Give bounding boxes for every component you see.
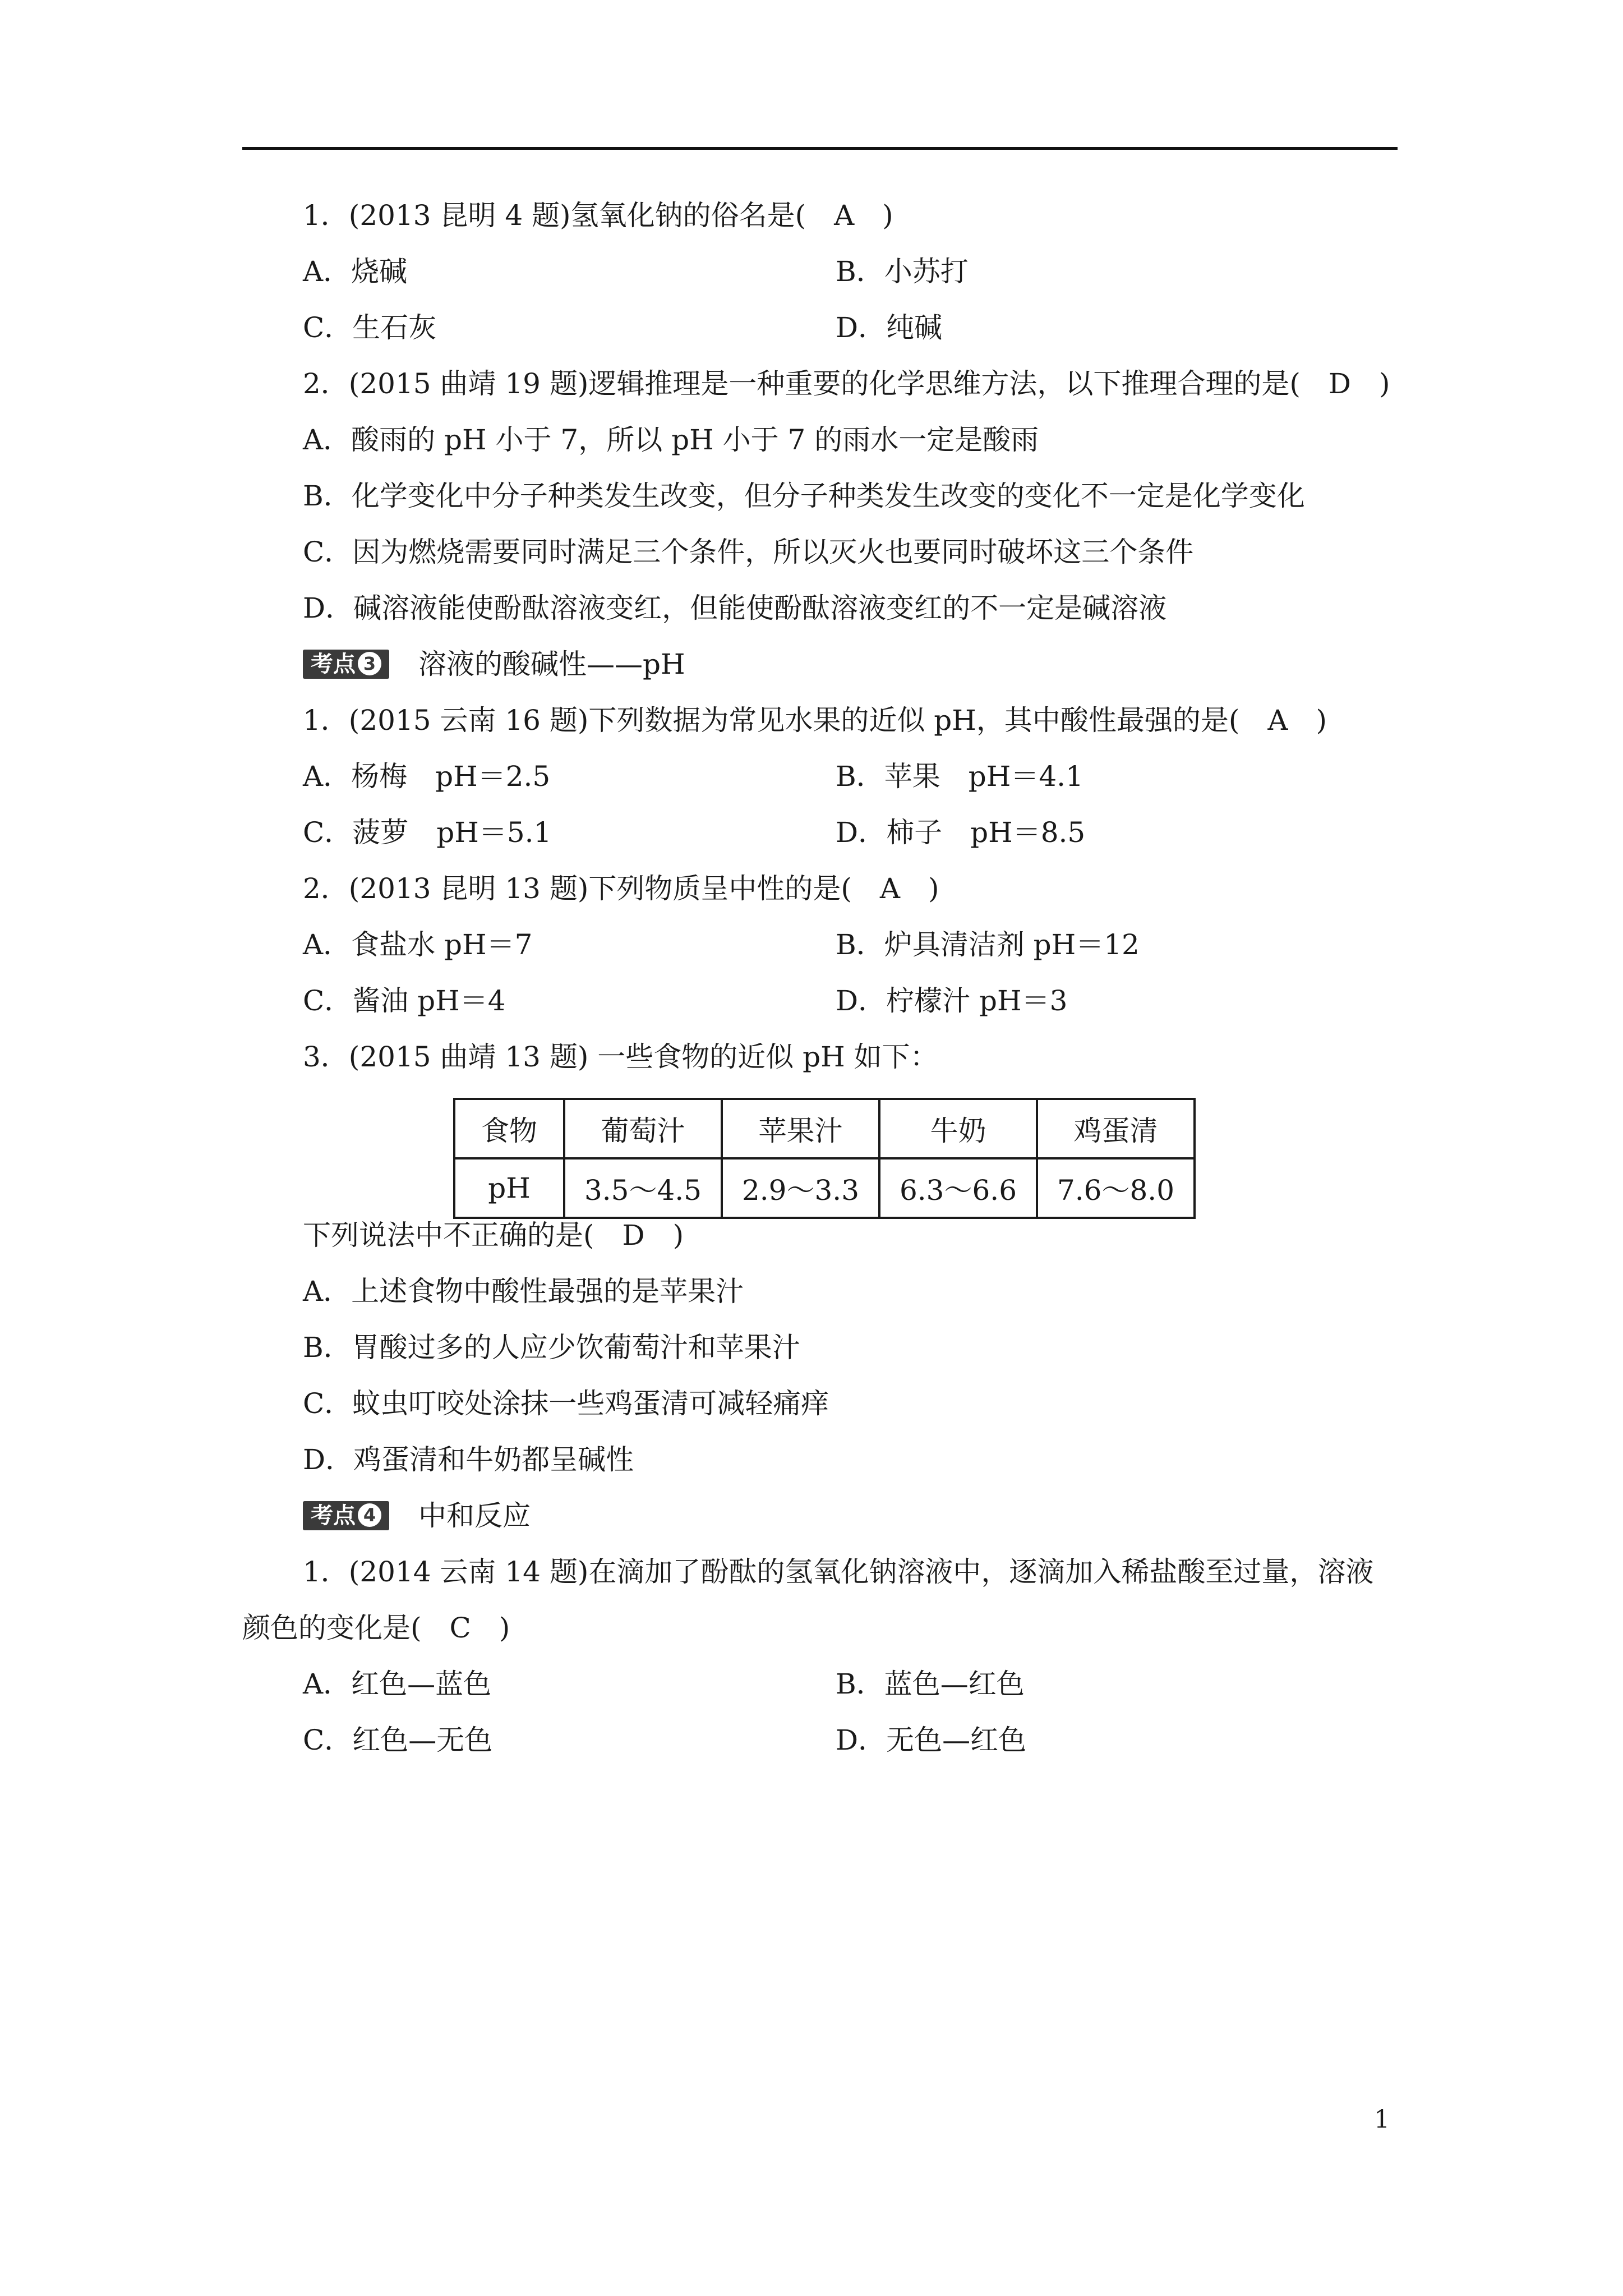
option-b: B．胃酸过多的人应少饮葡萄汁和苹果汁 — [303, 1331, 800, 1364]
section-heading — [303, 1498, 531, 1534]
question-text: 下列说法中不正确的是( D ) — [303, 1219, 684, 1251]
section-badge: 考点 3 — [303, 650, 389, 679]
table-row — [454, 1158, 1195, 1218]
option-a: A．酸雨的 pH 小于 7，所以 pH 小于 7 的雨水一定是酸雨 — [303, 424, 1039, 456]
section-title: 溶液的酸碱性——pH — [418, 648, 685, 680]
table-header-row — [454, 1099, 1195, 1158]
table-cell: 苹果汁 — [722, 1099, 879, 1158]
question-stem: 1．(2015 云南 16 题)下列数据为常见水果的近似 pH，其中酸性最强的是( A ) — [303, 704, 1327, 737]
option-d: D．鸡蛋清和牛奶都呈碱性 — [303, 1443, 634, 1476]
option-a: A．红色—蓝色 — [303, 1668, 492, 1700]
table-cell: 葡萄汁 — [564, 1099, 722, 1158]
option-c: C．生石灰 — [303, 311, 437, 344]
section-badge: 考点 4 — [303, 1501, 389, 1530]
question-stem: 1．(2014 云南 14 题)在滴加了酚酞的氢氧化钠溶液中，逐滴加入稀盐酸至过量，溶液 — [303, 1556, 1374, 1588]
option-c: C．菠萝 pH＝5.1 — [303, 816, 552, 849]
option-d: D．碱溶液能使酚酞溶液变红，但能使酚酞溶液变红的不一定是碱溶液 — [303, 592, 1167, 624]
option-d: D．纯碱 — [836, 311, 943, 344]
option-c: C．红色—无色 — [303, 1724, 493, 1756]
option-c: C．酱油 pH＝4 — [303, 984, 506, 1017]
question-stem: 2．(2015 曲靖 19 题)逻辑推理是一种重要的化学思维方法，以下推理合理的是( D ) — [303, 367, 1390, 400]
option-b: B．化学变化中分子种类发生改变，但分子种类发生改变的变化不一定是化学变化 — [303, 480, 1305, 512]
table-cell: 牛奶 — [879, 1099, 1037, 1158]
question-stem: 2．(2013 昆明 13 题)下列物质呈中性的是( A ) — [303, 872, 939, 905]
option-d: D．无色—红色 — [836, 1724, 1027, 1756]
option-b: B．小苏打 — [836, 255, 969, 288]
option-b: B．炉具清洁剂 pH＝12 — [836, 928, 1140, 961]
table-cell: 2.9～3.3 — [722, 1158, 879, 1218]
section-title: 中和反应 — [418, 1499, 531, 1532]
table-cell: 7.6～8.0 — [1037, 1158, 1195, 1218]
table-cell: 6.3～6.6 — [879, 1158, 1037, 1218]
option-b: B．蓝色—红色 — [836, 1668, 1025, 1700]
ph-table — [453, 1098, 1196, 1219]
option-a: A．杨梅 pH＝2.5 — [303, 760, 551, 793]
table-cell: 食物 — [454, 1099, 564, 1158]
option-d: D．柿子 pH＝8.5 — [836, 816, 1086, 849]
option-a: A．上述食物中酸性最强的是苹果汁 — [303, 1275, 744, 1308]
table-cell: 3.5～4.5 — [564, 1158, 722, 1218]
option-c: C．蚊虫叮咬处涂抹一些鸡蛋清可减轻痛痒 — [303, 1387, 829, 1420]
question-stem: 1．(2013 昆明 4 题)氢氧化钠的俗名是( A ) — [303, 199, 893, 232]
option-a: A．烧碱 — [303, 255, 408, 288]
badge-number: 3 — [358, 652, 381, 675]
question-stem: 3．(2015 曲靖 13 题) 一些食物的近似 pH 如下： — [303, 1041, 938, 1073]
badge-number: 4 — [358, 1503, 381, 1527]
question-stem-continued: 颜色的变化是( C ) — [242, 1612, 510, 1644]
option-b: B．苹果 pH＝4.1 — [836, 760, 1083, 793]
option-a: A．食盐水 pH＝7 — [303, 928, 533, 961]
section-heading — [303, 646, 685, 682]
table-cell: 鸡蛋清 — [1037, 1099, 1195, 1158]
page-number: 1 — [1374, 2105, 1390, 2134]
option-d: D．柠檬汁 pH＝3 — [836, 984, 1068, 1017]
header-rule — [242, 147, 1398, 150]
table-cell: pH — [454, 1158, 564, 1218]
option-c: C．因为燃烧需要同时满足三个条件，所以灭火也要同时破坏这三个条件 — [303, 536, 1194, 568]
